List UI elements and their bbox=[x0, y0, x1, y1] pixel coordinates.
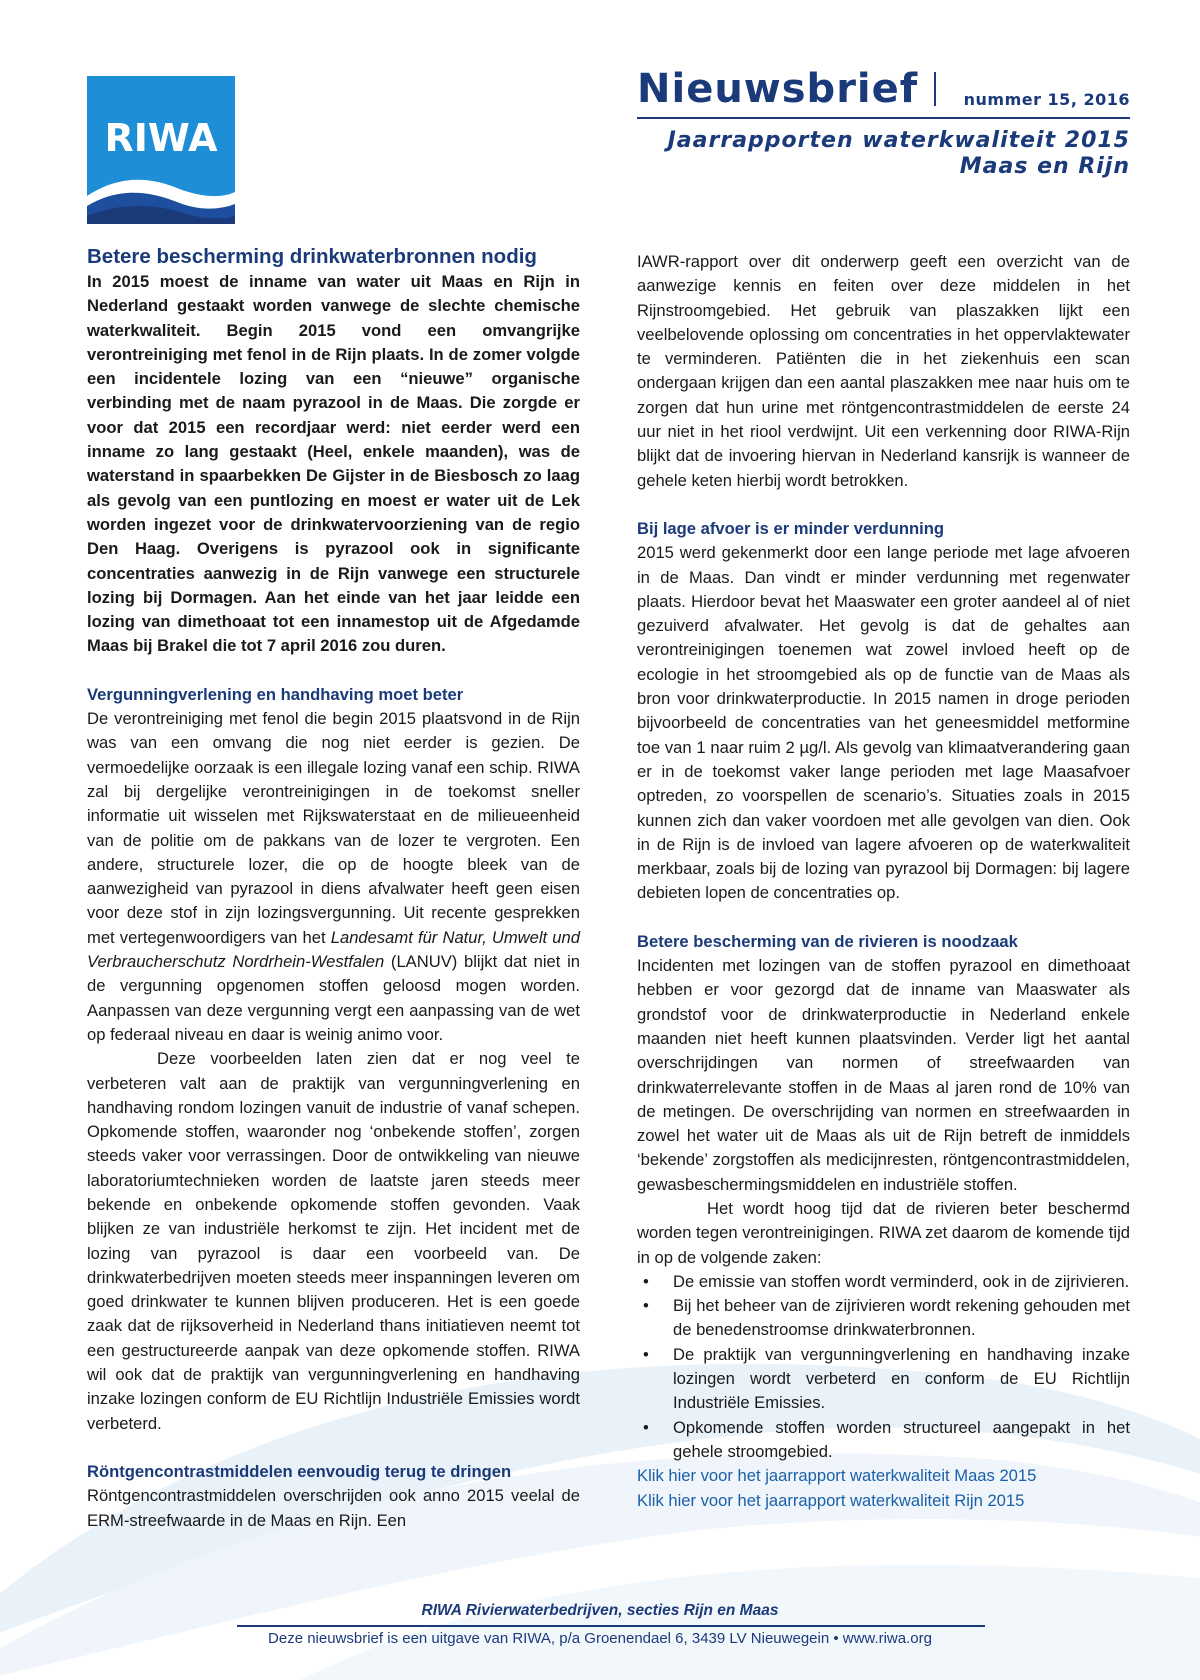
issue-number: nummer 15, 2016 bbox=[963, 90, 1130, 109]
bullet-icon: • bbox=[643, 1271, 649, 1291]
footer-rule bbox=[237, 1625, 985, 1627]
header-rule bbox=[637, 117, 1130, 119]
spacer bbox=[637, 493, 1130, 517]
action-list bbox=[637, 1270, 1130, 1464]
riwa-logo bbox=[87, 76, 235, 224]
subtitle-line-1: Jaarrapporten waterkwaliteit 2015 bbox=[667, 128, 1130, 153]
vergunning-p1-part-b: (LANUV) blijkt dat niet in de vergunning opgenomen stoffen geloosd mogen worden. Aanpassen van deze vergunning vergt een aanpassing van de wet op federaal niveau en daar is weinig animo voor. bbox=[87, 952, 581, 1044]
rontgen-paragraph: Röntgencontrastmiddelen overschrijden ook anno 2015 veelal de ERM-streefwaarde in de Maas en Rijn. Een bbox=[87, 1486, 580, 1530]
bullet-icon: • bbox=[643, 1417, 649, 1437]
list-item bbox=[637, 1294, 1130, 1343]
list-item-text: Bij het beheer van de zijrivieren wordt rekening gehouden met de benedenstroomse drinkwaterbronnen. bbox=[673, 1296, 1130, 1340]
footer-title: RIWA Rivierwaterbedrijven, secties Rijn en Maas bbox=[421, 1602, 779, 1619]
spacer bbox=[637, 906, 1130, 930]
section-heading-bescherming: Betere bescherming van de rivieren is noodzaak bbox=[637, 931, 1018, 951]
vergunning-paragraph-1 bbox=[87, 707, 580, 1047]
list-item-text: De emissie van stoffen wordt verminderd, ook in de zijrivieren. bbox=[673, 1271, 1130, 1291]
spacer bbox=[87, 1436, 580, 1460]
list-item-text: De praktijk van vergunningverlening en handhaving inzake lozingen wordt verbeterd en conform de EU Richtlijn Industriële Emissies. bbox=[673, 1344, 1130, 1413]
logo-wordmark: RIWA bbox=[104, 116, 218, 160]
link-report-maas[interactable]: Klik hier voor het jaarrapport waterkwaliteit Maas 2015 bbox=[637, 1466, 1037, 1486]
bescherming-paragraph-1: Incidenten met lozingen van de stoffen pyrazool en dimethoaat hebben er voor gezorgd dat de inname van Maaswater als grondstof voor de drinkwaterproductie in Nederland enkele maanden niet heeft kunnen plaatsvinden. Verder ligt het aantal overschrijdingen van normen of streefwaarden van drinkwaterrelevante stoffen in de Maas al jaren rond de 10% van de metingen. De overschrijding van normen en streefwaarden in zowel het water uit de Maas als uit de Rijn betreft de inmiddels ‘bekende’ zorgstoffen als medicijnresten, röntgencontrastmiddelen, gewasbeschermingsmiddelen en industriële stoffen. bbox=[637, 956, 1130, 1194]
spacer bbox=[87, 659, 580, 683]
vergunning-p1-part-a: De verontreiniging met fenol die begin 2015 plaatsvond in de Rijn was van een omvang die nog niet eerder is gezien. De vermoedelijke oorzaak is een illegale lozing vanaf een schip. RIWA zal bij dergelijke verontreinigingen in de toekomst sneller informatie uit wisselen met Rijkswaterstaat en de milieueenheid van de politie om de pakkans van de lozer te vergroten. Een andere, structurele lozer, die op de hoogte bleek van de aanwezigheid van pyrazool in diens afvalwater heeft geen eisen voor deze stof in zijn lozingsvergunning. Uit recente gesprekken met vertegenwoordigers van het bbox=[87, 709, 580, 947]
right-column bbox=[637, 250, 1130, 1513]
newsletter-subtitle bbox=[668, 128, 1130, 180]
lanuv-name: Landesamt für Natur, Umwelt und Verbraucherschutz Nordrhein-Westfalen bbox=[87, 927, 580, 972]
main-heading: Betere bescherming drinkwaterbronnen nodig bbox=[87, 245, 537, 268]
afvoer-paragraph: 2015 werd gekenmerkt door een lange periode met lage afvoeren in de Maas. Dan vindt er minder verdunning met regenwater plaats. Hierdoor bevat het Maaswater een groter aandeel al of niet gezuiverd afvalwater. Het gevolg is dat de gehaltes aan verontreinigingen toenemen wat zowel invloed heeft op de ecologie in het stroomgebied als op de functie van de Maas als bron voor drinkwaterproductie. In 2015 namen in droge perioden bijvoorbeeld de concentraties van het geneesmiddel metformine toe van 1 naar ruim 2 µg/l. Als gevolg van klimaatverandering gaan er in de toekomst vaker lange perioden met lage Maasafvoer optreden, zo voorspellen de scenario’s. Situaties zoals in 2015 kunnen zich dan vaker voordoen met alle gevolgen van dien. Ook in de Rijn is de invloed van lagere afvoeren op de waterkwaliteit merkbaar, zoals bij de lozing van pyrazool bij Dormagen: bij lagere debieten lopen de concentraties op. bbox=[637, 543, 1130, 903]
bullet-icon: • bbox=[643, 1296, 649, 1316]
intro-paragraph: In 2015 moest de inname van water uit Maas en Rijn in Nederland gestaakt worden vanwege de slechte chemische waterkwaliteit. Begin 2015 vond een omvangrijke verontreiniging met fenol in de Rijn plaats. In de zomer volgde een incidentele lozing van een “nieuwe” organische verbinding met de naam pyrazool in de Maas. Die zorgde er voor dat 2015 een recordjaar werd: niet eerder werd een inname zo lang gestaakt (Heel, enkele maanden), was de waterstand in spaarbekken De Gijster in de Biesbosch zo laag als gevolg van een puntlozing en moest er water uit de Lek worden ingezet voor de drinkwatervoorziening van de regio Den Haag. Overigens is pyrazool ook in significante concentraties aanwezig in de Rijn vanwege een structurele lozing bij Dormagen. Aan het einde van het jaar leidde een lozing van dimethoaat tot een innamestop uit de Afgedamde Maas bij Brakel die tot 7 april 2016 zou duren. bbox=[87, 272, 580, 656]
header-separator bbox=[934, 72, 936, 106]
section-heading-vergunning: Vergunningverlening en handhaving moet beter bbox=[87, 684, 464, 704]
list-item bbox=[637, 1270, 1130, 1294]
newsletter-title: Nieuwsbrief bbox=[637, 66, 919, 112]
section-heading-rontgen: Röntgencontrastmiddelen eenvoudig terug te dringen bbox=[87, 1461, 512, 1481]
subtitle-line-2: Maas en Rijn bbox=[959, 154, 1130, 179]
left-column bbox=[87, 244, 580, 1533]
list-item-text: Opkomende stoffen worden structureel aangepakt in het gehele stroomgebied. bbox=[673, 1417, 1130, 1461]
bescherming-paragraph-2: Het wordt hoog tijd dat de rivieren beter beschermd worden tegen verontreinigingen. RIWA zet daarom de komende tijd in op de volgende zaken: bbox=[637, 1198, 1130, 1267]
bullet-icon: • bbox=[643, 1344, 649, 1364]
vergunning-paragraph-2: Deze voorbeelden laten zien dat er nog veel te verbeteren valt aan de praktijk van vergunningverlening en handhaving rondom lozingen vanuit de industrie of vanaf schepen. Opkomende stoffen, waaronder nog ‘onbekende stoffen’, zorgen steeds vaker voor verrassingen. Door de ontwikkeling van nieuwe laboratoriumtechnieken worden de laatste jaren steeds meer bekende en onbekende opkomende stoffen gevonden. Vaak blijken ze van industriële herkomst te zijn. Het incident met de lozing van pyrazool is daar een voorbeeld van. De drinkwaterbedrijven moeten steeds meer inspanningen leveren om goed drinkwater te kunnen blijven produceren. Het is een goede zaak dat de rijksoverheid in Nederland thans initiatieven neemt tot een gestructureerde aanpak van deze opkomende stoffen. RIWA wil ook dat de praktijk van vergunningverlening en handhaving inzake lozingen conform de EU Richtlijn Industriële Emissies wordt verbeterd. bbox=[87, 1049, 580, 1433]
rontgen-continuation: IAWR-rapport over dit onderwerp geeft een overzicht van de aanwezige kennis en feiten over deze middelen in het Rijnstroomgebied. Het gebruik van plaszakken lijkt een veelbelovende oplossing om concentraties in het oppervlaktewater te verminderen. Patiënten die in het ziekenhuis een scan ondergaan krijgen dan een aantal plaszakken mee naar huis om te zorgen dat hun urine met röntgencontrastmiddelen de eerste 24 uur niet in het riool verdwijnt. Uit een verkenning door RIWA-Rijn blijkt dat de invoering hiervan in Nederland kansrijk is wanneer de gehele keten hierbij wordt betrokken. bbox=[637, 252, 1130, 490]
list-item bbox=[637, 1343, 1130, 1416]
section-heading-afvoer: Bij lage afvoer is er minder verdunning bbox=[637, 518, 945, 538]
list-item bbox=[637, 1416, 1130, 1465]
link-report-rijn[interactable]: Klik hier voor het jaarrapport waterkwaliteit Rijn 2015 bbox=[637, 1490, 1025, 1510]
footer-address: Deze nieuwsbrief is een uitgave van RIWA, p/a Groenendael 6, 3439 LV Nieuwegein • www.riwa.org bbox=[268, 1630, 932, 1647]
